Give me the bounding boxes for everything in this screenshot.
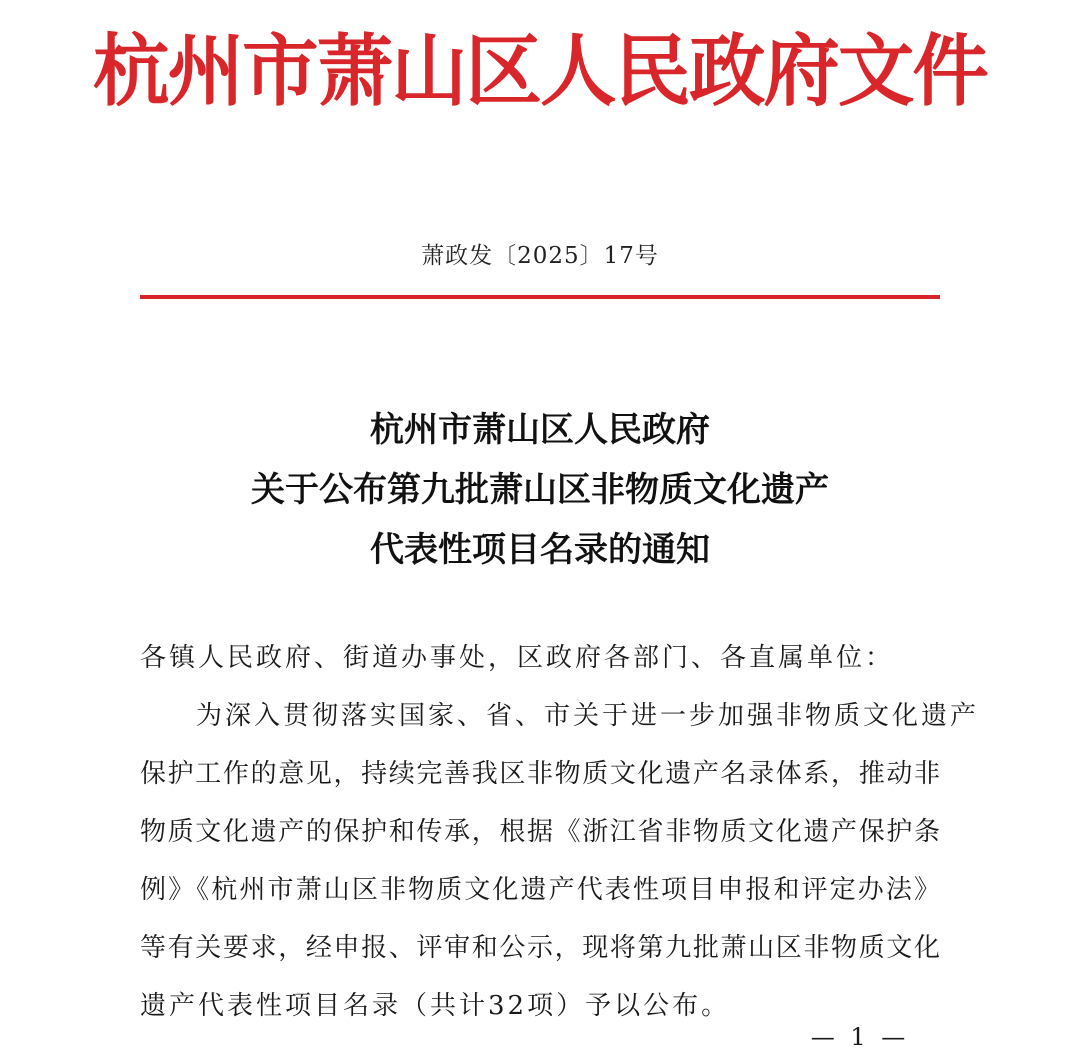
title-line-3: 代表性项目名录的通知	[370, 530, 710, 570]
document-body	[140, 636, 980, 1042]
salutation: 各镇人民政府、街道办事处，区政府各部门、各直属单位：	[140, 643, 895, 673]
document-title	[0, 400, 1080, 580]
paragraph-line: 保护工作的意见，持续完善我区非物质文化遗产名录体系，推动非	[140, 759, 940, 789]
paragraph-line: 物质文化遗产的保护和传承，根据《浙江省非物质文化遗产保护条	[140, 817, 940, 847]
title-line-1: 杭州市萧山区人民政府	[370, 410, 710, 450]
document-number: 萧政发〔2025〕17号	[421, 243, 659, 269]
paragraph-line: 等有关要求，经申报、评审和公示，现将第九批萧山区非物质文化	[140, 933, 940, 963]
paragraph-line: 遗产代表性项目名录（共计32项）予以公布。	[140, 991, 731, 1021]
paragraph-line: 为深入贯彻落实国家、省、市关于进一步加强非物质文化遗产	[196, 701, 980, 731]
paragraph-line: 例》《杭州市萧山区非物质文化遗产代表性项目申报和评定办法》	[140, 875, 940, 905]
page-number: — 1 —	[810, 1023, 910, 1051]
document-masthead: 杭州市萧山区人民政府文件	[93, 27, 987, 117]
red-divider-line	[140, 295, 940, 299]
title-line-2: 关于公布第九批萧山区非物质文化遗产	[251, 470, 829, 510]
